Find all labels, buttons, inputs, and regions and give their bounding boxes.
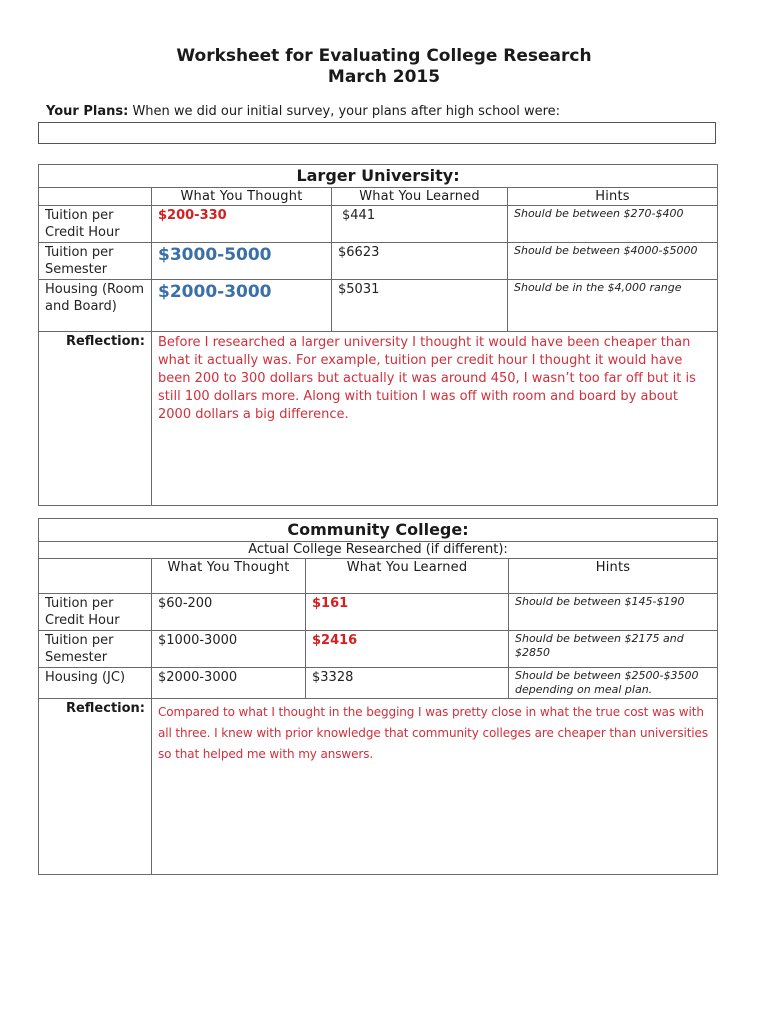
- column-header-hints: Hints: [509, 559, 718, 594]
- learned-cell[interactable]: $5031: [332, 280, 508, 332]
- hint-cell: Should be in the $4,000 range: [508, 280, 718, 332]
- thought-cell[interactable]: $2000-3000: [152, 668, 306, 699]
- hint-cell: Should be between $2500-$3500 depending on meal plan.: [509, 668, 718, 699]
- page-title: Worksheet for Evaluating College Research: [176, 46, 592, 66]
- reflection-text[interactable]: Before I researched a larger university I thought it would have been cheaper than what it actually was. For example, tuition per credit hour I thought it would have been 200 to 300 dollars but actually it was around 450, I wasn’t too far off but it is still 100 dollars more. Along with tuition I was off with room and board by about 2000 dollars a big difference.: [152, 332, 718, 506]
- learned-cell[interactable]: [306, 631, 509, 668]
- learned-cell[interactable]: $441: [332, 206, 508, 243]
- learned-value: $161: [312, 596, 349, 611]
- row-label: Tuition per Semester: [39, 631, 152, 668]
- column-header-learned: What You Learned: [332, 188, 508, 206]
- reflection-row: [39, 699, 718, 875]
- community-college-table: [38, 518, 718, 875]
- thought-cell[interactable]: $60-200: [152, 594, 306, 631]
- learned-cell[interactable]: [306, 594, 509, 631]
- learned-cell[interactable]: $6623: [332, 243, 508, 280]
- worksheet-title: [0, 46, 768, 88]
- section-subtitle[interactable]: Actual College Researched (if different):: [39, 542, 718, 559]
- column-header-learned: What You Learned: [306, 559, 509, 594]
- row-label: Tuition per Semester: [39, 243, 152, 280]
- plans-label: Your Plans:: [46, 104, 129, 119]
- reflection-text[interactable]: Compared to what I thought in the begging I was pretty close in what the true cost was with all three. I knew with prior knowledge that community colleges are cheaper than universities so that helped me with my answers.: [152, 699, 718, 875]
- thought-cell[interactable]: $1000-3000: [152, 631, 306, 668]
- reflection-label: Reflection:: [39, 699, 152, 875]
- column-header-thought: What You Thought: [152, 188, 332, 206]
- hint-cell: Should be between $4000-$5000: [508, 243, 718, 280]
- plans-input[interactable]: [38, 122, 716, 144]
- column-header-thought: What You Thought: [152, 559, 306, 594]
- column-header-blank: [39, 559, 152, 594]
- row-label: Tuition per Credit Hour: [39, 206, 152, 243]
- thought-value: $2000-3000: [158, 282, 272, 302]
- learned-value: $2416: [312, 633, 358, 648]
- row-label: Housing (JC): [39, 668, 152, 699]
- thought-value: $3000-5000: [158, 245, 272, 265]
- section-title: Community College:: [39, 519, 718, 542]
- plans-prompt: [46, 104, 560, 120]
- thought-cell[interactable]: [152, 280, 332, 332]
- section-title: Larger University:: [39, 165, 718, 188]
- reflection-row: [39, 332, 718, 506]
- hint-cell: Should be between $2175 and $2850: [509, 631, 718, 668]
- reflection-label: Reflection:: [39, 332, 152, 506]
- table-row: [39, 243, 718, 280]
- column-header-hints: Hints: [508, 188, 718, 206]
- column-header-blank: [39, 188, 152, 206]
- thought-cell[interactable]: [152, 243, 332, 280]
- hint-cell: Should be between $145-$190: [509, 594, 718, 631]
- table-row: [39, 668, 718, 699]
- table-row: [39, 631, 718, 668]
- learned-cell[interactable]: $3328: [306, 668, 509, 699]
- plans-prompt-text: When we did our initial survey, your plans after high school were:: [132, 104, 561, 119]
- page-date: March 2015: [327, 67, 441, 87]
- thought-cell[interactable]: [152, 206, 332, 243]
- row-label: Tuition per Credit Hour: [39, 594, 152, 631]
- table-row: [39, 280, 718, 332]
- thought-value: $200-330: [158, 208, 227, 223]
- table-row: [39, 206, 718, 243]
- hint-cell: Should be between $270-$400: [508, 206, 718, 243]
- row-label: Housing (Room and Board): [39, 280, 152, 332]
- larger-university-table: [38, 164, 718, 506]
- table-row: [39, 594, 718, 631]
